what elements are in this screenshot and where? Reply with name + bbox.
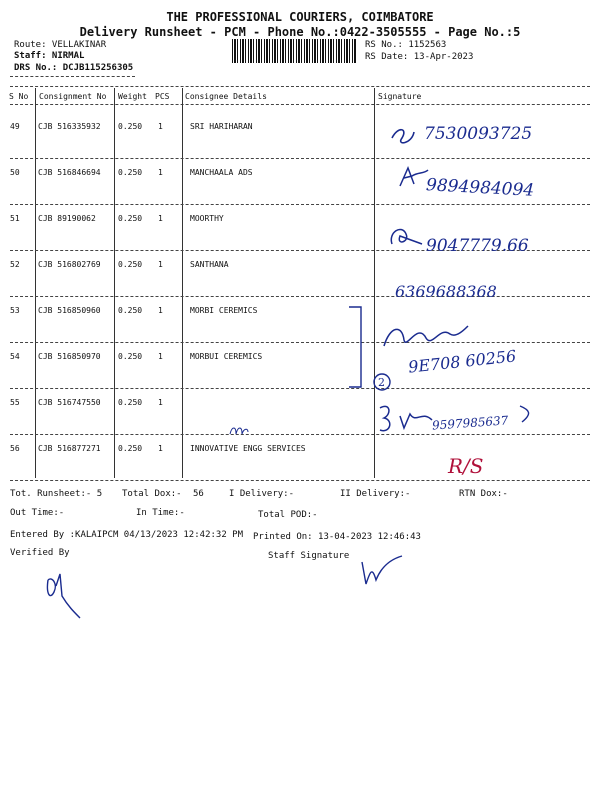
ii-delivery: II Delivery:- <box>340 489 411 499</box>
divider <box>10 76 135 77</box>
row-consignment: CJB 516850970 <box>38 352 101 361</box>
total-dox-value: 56 <box>193 489 204 499</box>
col-sno: S No <box>9 92 29 101</box>
column-rule <box>374 88 375 478</box>
bracket-mark-icon <box>345 305 367 389</box>
handwritten-phone: 9E708 60256 <box>407 346 518 377</box>
handwritten-phone: 7530093725 <box>424 124 533 144</box>
row-pcs: 1 <box>158 214 163 223</box>
row-consignee: INNOVATIVE ENGG SERVICES <box>190 444 306 453</box>
handwritten-phone: 6369688368 <box>395 282 497 301</box>
row-pcs: 1 <box>158 168 163 177</box>
col-pcs: PCS <box>155 92 170 101</box>
row-consignment: CJB 516850960 <box>38 306 101 315</box>
row-consignment: CJB 516877271 <box>38 444 101 453</box>
row-sno: 50 <box>10 168 20 177</box>
row-weight: 0.250 <box>118 260 143 269</box>
row-divider <box>10 342 590 343</box>
row-sno: 49 <box>10 122 20 131</box>
row-divider <box>10 480 590 481</box>
row-weight: 0.250 <box>118 444 143 453</box>
row-consignee: MORBI CEREMICS <box>190 306 258 315</box>
row-consignee: SRI HARIHARAN <box>190 122 253 131</box>
divider <box>10 104 590 105</box>
row-sno: 56 <box>10 444 20 453</box>
column-rule <box>114 88 115 478</box>
row-consignment: CJB 89190062 <box>38 214 96 223</box>
row-pcs: 1 <box>158 122 163 131</box>
rs-date: RS Date: 13-Apr-2023 <box>365 52 474 62</box>
handwritten-phone: 9597985637 <box>431 413 509 433</box>
row-sno: 52 <box>10 260 20 269</box>
row-consignment: CJB 516747550 <box>38 398 101 407</box>
row-divider <box>10 204 590 205</box>
handwritten-phone: 9894984094 <box>425 175 535 201</box>
circled-two-icon <box>372 372 392 392</box>
verifier-signature-icon <box>40 566 84 620</box>
row-divider <box>10 434 590 435</box>
total-pod: Total POD:- <box>258 510 318 520</box>
column-rule <box>35 88 36 478</box>
col-signature: Signature <box>378 92 422 101</box>
column-rule <box>182 88 183 478</box>
total-dox-label: Total Dox:- <box>122 489 182 499</box>
row-consignment: CJB 516335932 <box>38 122 101 131</box>
row-weight: 0.250 <box>118 398 143 407</box>
initials-signature-icon <box>396 162 430 192</box>
row-pcs: 1 <box>158 352 163 361</box>
row-sno: 55 <box>10 398 20 407</box>
company-title: THE PROFESSIONAL COURIERS, COIMBATORE <box>166 10 434 24</box>
row-divider <box>10 296 590 297</box>
staff-signature-icon <box>358 552 408 592</box>
staff-label: Staff: NIRMAL <box>14 51 85 61</box>
divider <box>10 86 590 87</box>
in-time: In Time:- <box>136 508 185 518</box>
tot-runsheet: Tot. Runsheet:- 5 <box>10 489 103 499</box>
row-divider <box>10 388 590 389</box>
row-consignee: SANTHANA <box>190 260 229 269</box>
row-consignee: MOORTHY <box>190 214 224 223</box>
row-weight: 0.250 <box>118 122 143 131</box>
col-weight: Weight <box>118 92 147 101</box>
arrow-mark-icon <box>518 404 534 424</box>
row-weight: 0.250 <box>118 352 143 361</box>
col-consignment: Consignment No <box>39 92 107 101</box>
out-time: Out Time:- <box>10 508 65 518</box>
initials-signature-icon <box>376 400 436 438</box>
row-sno: 51 <box>10 214 20 223</box>
col-consignee: Consignee Details <box>185 92 267 101</box>
row-consignee: MORBUI CEREMICS <box>190 352 263 361</box>
row-sno: 53 <box>10 306 20 315</box>
row-pcs: 1 <box>158 444 163 453</box>
row-pcs: 1 <box>158 398 163 407</box>
initials-signature-icon <box>388 124 418 148</box>
row-weight: 0.250 <box>118 214 143 223</box>
drs-number: DRS No.: DCJB115256305 <box>14 63 134 73</box>
handwritten-rs-note: R/S <box>448 454 484 478</box>
entered-by: Entered By :KALAIPCM 04/13/2023 12:42:32 PM <box>10 530 243 540</box>
row-consignment: CJB 516802769 <box>38 260 101 269</box>
printed-on: Printed On: 13-04-2023 12:46:43 <box>253 532 421 542</box>
route-label: Route: VELLAKINAR <box>14 40 107 50</box>
svg-text:2: 2 <box>378 376 385 389</box>
initials-signature-icon <box>386 222 426 252</box>
runsheet-subtitle: Delivery Runsheet - PCM - Phone No.:0422-3505555 - Page No.:5 <box>79 25 521 39</box>
verified-by: Verified By <box>10 548 70 558</box>
row-consignee: MANCHAALA ADS <box>190 168 253 177</box>
row-pcs: 1 <box>158 260 163 269</box>
row-weight: 0.250 <box>118 306 143 315</box>
row-consignment: CJB 516846694 <box>38 168 101 177</box>
row-sno: 54 <box>10 352 20 361</box>
scribble-signature-icon <box>380 316 470 356</box>
i-delivery: I Delivery:- <box>229 489 295 499</box>
rtn-dox: RTN Dox:- <box>459 489 508 499</box>
barcode <box>232 39 356 63</box>
row-pcs: 1 <box>158 306 163 315</box>
staff-signature-label: Staff Signature <box>268 551 350 561</box>
handwritten-phone: 9047779.66 <box>426 236 529 256</box>
scribble-mark-icon <box>228 424 250 436</box>
row-divider <box>10 158 590 159</box>
row-weight: 0.250 <box>118 168 143 177</box>
rs-number: RS No.: 1152563 <box>365 40 447 50</box>
